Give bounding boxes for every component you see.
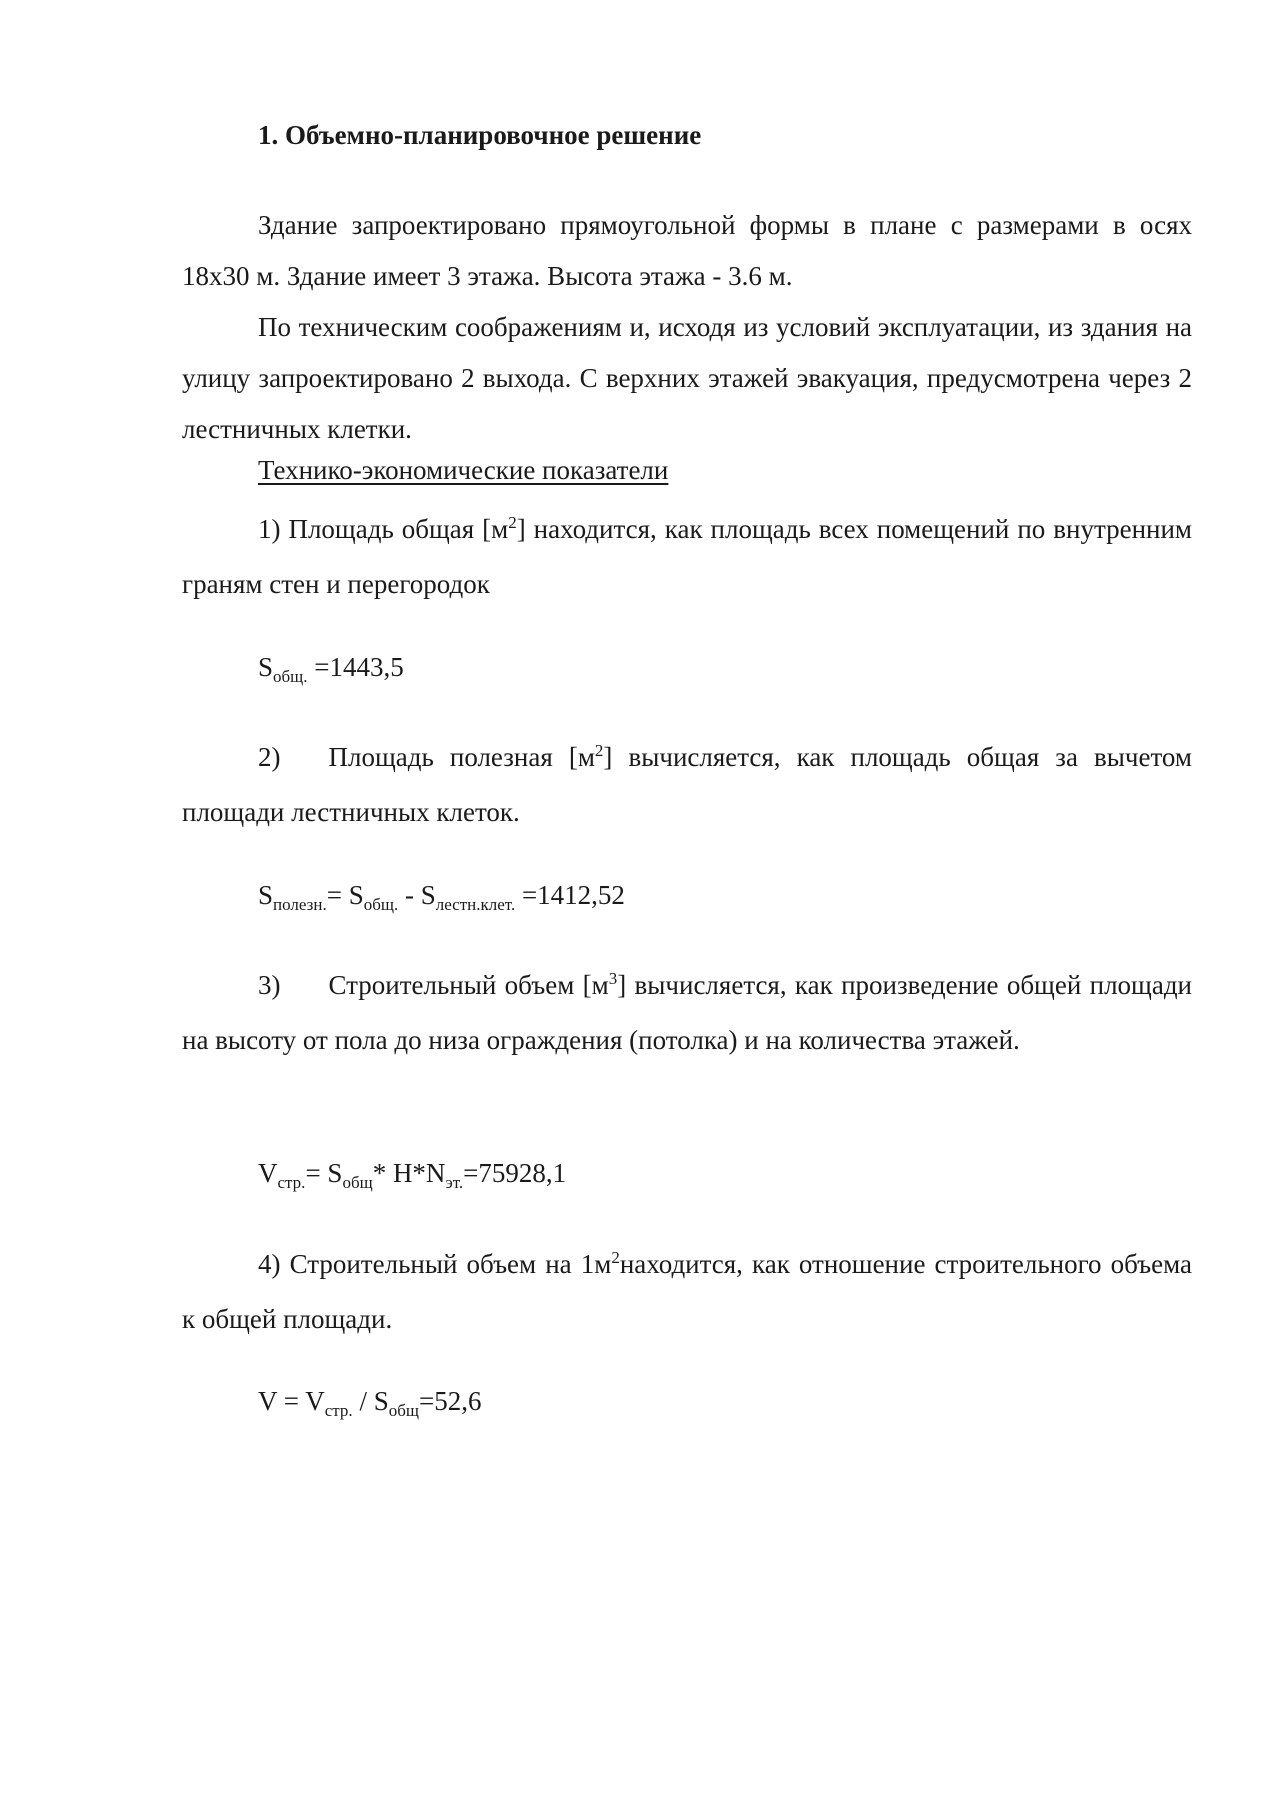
section-heading: 1. Объемно-планировочное решение [258, 120, 702, 150]
item-building-volume: 3) Строительный объем $[м^3]$ вычисляется, как произведение общей площади на высоту от пола до низа ограждения (потолка) и на количества этажей. [182, 969, 1193, 1055]
item-total-area: 1) Площадь общая $[м^2]$ находится, как площадь всех помещений по внутренним граням стен и перегородок [182, 513, 1193, 599]
paragraph-evacuation: По техническим соображениям и, исходя из условий эксплуатации, из здания на улицу запроектировано 2 выхода. С верхних этажей эвакуация, предусмотрена через 2 лестничных клетки. [182, 312, 1192, 444]
item-volume-per-m2: 4) Строительный объем на $1м^2находится$, как отношение строительного объема к общей площади. [182, 1248, 1192, 1334]
formula-useful-area: $S_{полезн.}= S_{общ.} - S_{лестн.клет.} =1412,52$ [258, 880, 625, 914]
subheading-indicators: Технико-экономические показатели [258, 455, 669, 485]
formula-building-volume: $V_{стр.}= S_{общ}*$ $H*N_{эт.}=75928,1$ [258, 1158, 567, 1192]
formula-total-area: $S_{общ.} =1443,5$ [258, 652, 404, 686]
formula-volume-per-m2: $V = V_{стр.} / S_{общ}=52,6$ [258, 1386, 482, 1420]
item-useful-area: 2) Площадь полезная $[м^2]$ вычисляется, как площадь общая за вычетом площади лестничных клеток. [182, 741, 1192, 827]
paragraph-building-description: Здание запроектировано прямоугольной формы в плане с размерами в осях 18x30 м. Здание имеет 3 этажа. Высота этажа - 3.6 м. [182, 210, 1192, 291]
